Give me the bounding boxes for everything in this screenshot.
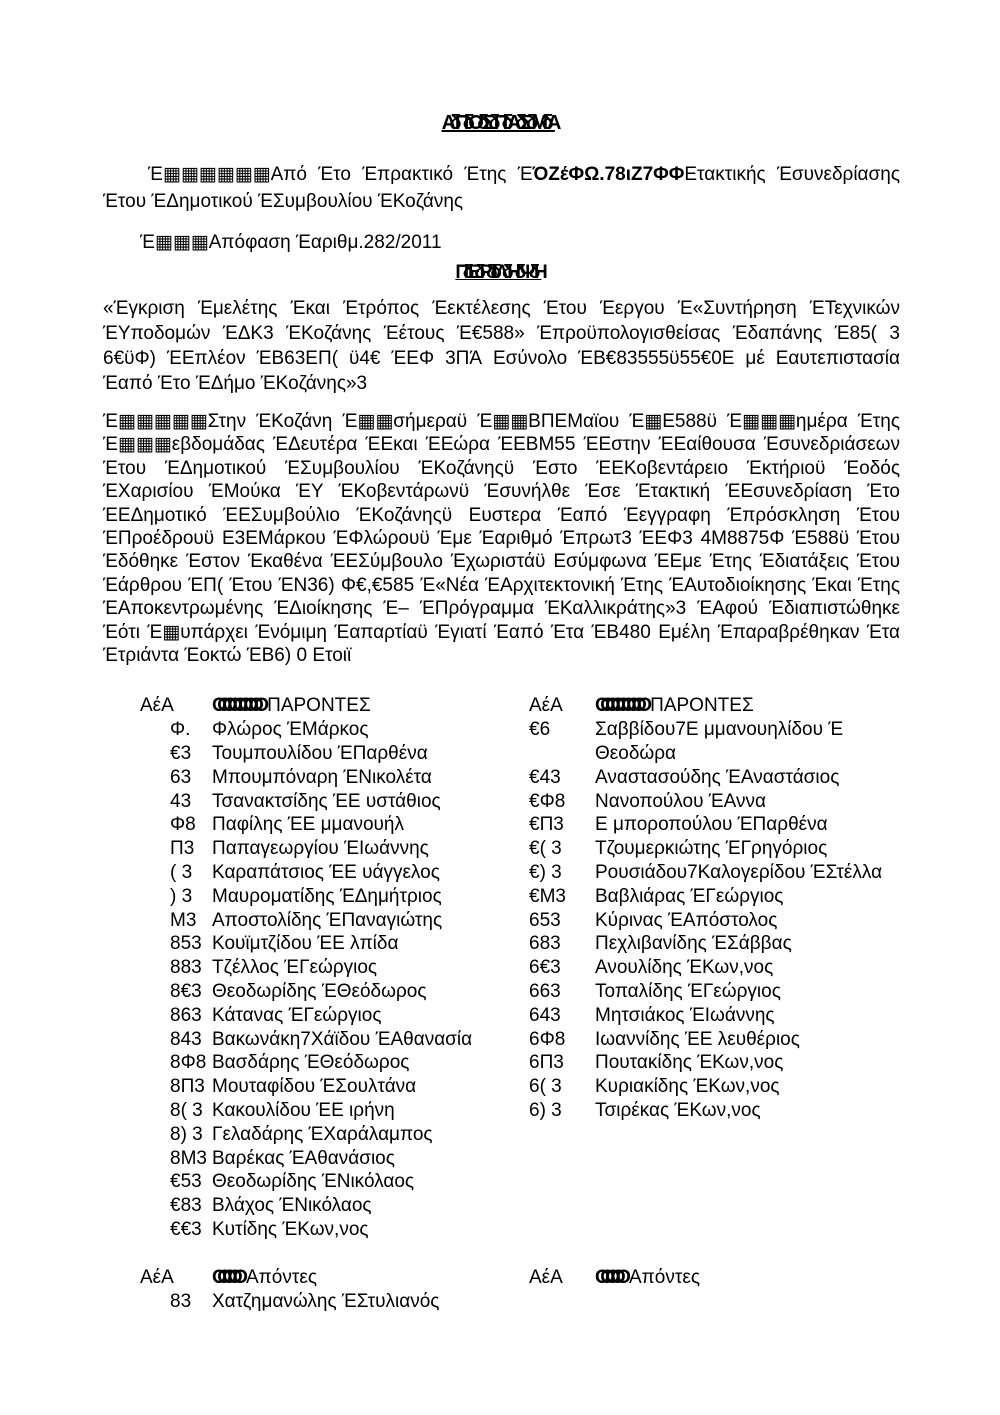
present-right-column — [529, 694, 900, 1122]
attendee-row — [103, 1004, 529, 1028]
attendee-name: Ιωαννίδης ΈΕ λευθέριος — [595, 1028, 800, 1050]
attendee-number: €6 — [529, 719, 551, 741]
attendee-name: Τζέλλος ΈΓεώργιος — [212, 957, 378, 979]
present-right-header — [529, 694, 900, 718]
attendee-name: Ρουσιάδου7Καλογερίδου ΈΣτέλλα — [595, 862, 883, 884]
attendee-number: 8€3 — [170, 981, 202, 1003]
attendee-row — [529, 1099, 900, 1123]
attendee-name: Κυτίδης ΈΚων,νος — [212, 1219, 369, 1240]
attendee-row — [103, 1051, 529, 1075]
attendee-number: 843 — [170, 1028, 202, 1050]
attendee-row — [103, 813, 529, 837]
attendee-number: 6Π3 — [529, 1052, 564, 1074]
attendee-name: Βακωνάκη7Χάϊδου ΈΑθανασία — [212, 1028, 473, 1050]
attendee-number: 6( 3 — [529, 1076, 562, 1098]
absent-left-header — [103, 1266, 529, 1290]
attendee-row — [103, 837, 529, 861]
attendee-row — [103, 1028, 529, 1052]
attendee-number: 8Φ8 — [170, 1052, 207, 1074]
attendee-name: Καραπάτσιος ΈΕ υάγγελος — [212, 862, 440, 884]
attendee-name: Θεοδωρίδης ΈΝικόλαος — [212, 1171, 415, 1193]
present-right-list — [529, 718, 900, 1123]
attendee-name: Τοπαλίδης ΈΓεώργιος — [595, 981, 781, 1003]
attendee-name: Κάτανας ΈΓεώργιος — [212, 1004, 382, 1026]
attendee-row — [103, 1123, 529, 1147]
attendee-number: 663 — [529, 981, 561, 1003]
attendee-name: Κυριακίδης ΈΚων,νος — [595, 1076, 780, 1098]
attendee-name: Τσανακτσίδης ΈΕ υστάθιος — [212, 790, 441, 812]
attendee-row — [529, 790, 900, 814]
attendee-number: €( 3 — [529, 838, 562, 860]
attendee-number: Φ8 — [170, 814, 196, 836]
attendee-number: 883 — [170, 957, 202, 979]
intro-date: ΌΖέΦΩ.78ιΖ7ΦΦ — [532, 164, 685, 185]
attendee-name: Τσιρέκας ΈΚων,νος — [595, 1100, 761, 1122]
attendee-name: Πουτακίδης ΈΚων,νος — [595, 1052, 784, 1074]
attendee-number: 863 — [170, 1004, 202, 1026]
decision-number-line: Έ▦▦▦Απόφαση Έαριθμ.282/2011 — [140, 232, 442, 253]
intro-prefix: Έ▦▦▦▦▦▦Από Έτο Έπρακτικό Έτης Έ — [148, 164, 533, 185]
attendee-row — [103, 790, 529, 814]
attendee-name: Τουμπουλίδου ΈΠαρθένα — [212, 743, 428, 765]
attendee-row — [529, 1075, 900, 1099]
present-label: ΠΑΡΟΝΤΕΣ — [650, 695, 754, 717]
attendee-number: ( 3 — [170, 862, 193, 884]
attendee-row — [103, 956, 529, 980]
attendee-row — [103, 1194, 529, 1218]
attendee-row — [103, 980, 529, 1004]
attendee-row — [529, 1028, 900, 1052]
attendee-number: 653 — [529, 909, 561, 931]
attendee-number: 6) 3 — [529, 1100, 562, 1122]
attendee-name: Πεχλιβανίδης ΈΣάββας — [595, 933, 792, 955]
attendee-row — [103, 742, 529, 766]
attendee-row — [103, 861, 529, 885]
present-left-list — [103, 718, 529, 1242]
attendee-row — [103, 718, 529, 742]
attendee-name: Βλάχος ΈΝικόλαος — [212, 1195, 372, 1217]
document-title — [103, 112, 900, 135]
present-section — [103, 694, 900, 1241]
attendee-row — [103, 766, 529, 790]
attendee-row — [529, 956, 900, 980]
attendee-row — [529, 861, 900, 885]
attendee-row — [529, 932, 900, 956]
attendee-name: Μητσιάκος ΈΙωάννης — [595, 1004, 775, 1026]
attendee-number: 643 — [529, 1004, 561, 1026]
summary-heading-text: ΠδΕδΡδΙδΛδΗδΨδΗ — [455, 262, 542, 283]
scribble-mark: ΟΟΟΟΟ — [595, 1266, 622, 1288]
absent-left-column — [103, 1266, 529, 1314]
attendee-number: €Μ3 — [529, 885, 566, 907]
body-paragraph: Έ▦▦▦▦▦Στην ΈΚοζάνη Έ▦▦σήμεραϋ Έ▦▦ΒΠΕΜαϊου Έ▦Ε588ϋ Έ▦▦▦ημέρα Έτης Έ▦▦▦εβδομάδας ΈΔευτέρα ΈΕκαι ΈΕώρα ΈΕΒΜ55 ΈΕστην ΈΕαίθουσα Έσυνεδριάσεων Έτου ΈΔημοτικού ΈΣυμβουλίου ΈΚοζάνηςϋ Έστο ΈΕΚοβεντάρειο Έκτήριοϋ Έοδός ΈΧαρισίου ΈΜούκα ΈΥ ΈΚοβεντάρωνϋ Έσυνήλθε Έσε Έτακτική ΈΕσυνεδρίαση Έτο ΈΕΔημοτικό ΈΕΣυμβούλιο ΈΚοζάνηςϋ Ευστερα Έαπό Έεγγραφη Έπρόσκληση Έτου ΈΠροέδρουϋ Ε3ΕΜάρκου ΈΦλώρουϋ Έμε Έαριθμό Έπρωτ3 ΈΕΦ3 4Μ8875Φ Έ588ϋ Έτου Έδόθηκε Έστον Έκαθένα ΈΕΣύμβουλο Έχωριστάϋ Εσύμφωνα ΈΕμε Έτης Έδιατάξεις Έτου Έάρθρου ΈΠ( Έτου ΈΝ36) Φ€,€585 Έ«Νέα ΈΑρχιτεκτονική Έτης ΈΑυτοδιοίκησης Έκαι Έτης ΈΑποκεντρωμένης ΈΔιοίκησης Έ– ΈΠρόγραμμα ΈΚαλλικράτης»3 ΈΑφού Έδιαπιστώθηκε Έότι Έ▦υπάρχει Ένόμιμη Έαπαρτίαϋ Έγιατί Έαπό Έτα ΈΒ480 Εμέλη Έπαραβρέθηκαν Έτα Έτριάντα Έοκτώ ΈΒ6) 0 Ετοιϊ — [103, 411, 900, 667]
summary-heading — [103, 262, 900, 284]
attendee-row — [103, 1170, 529, 1194]
attendee-number: 683 — [529, 933, 561, 955]
scribble-mark: ΟΟΟΟΟ — [212, 1266, 239, 1288]
attendee-row — [529, 766, 900, 790]
attendee-number: €83 — [170, 1195, 202, 1217]
attendee-number: €3 — [170, 743, 192, 765]
aa-header-label: ΑέΑ — [529, 695, 563, 717]
absent-left-list — [103, 1290, 529, 1314]
attendee-name: Χατζημανώλης ΈΣτυλιανός — [212, 1290, 440, 1312]
attendee-row — [529, 813, 900, 837]
scribble-mark: ΟΟΟΟΟΟΟΟΟ — [595, 695, 643, 717]
summary-paragraph: «Έγκριση Έμελέτης Έκαι Έτρόπος Έεκτέλεσης Έτου Έεργου Έ«Συντήρηση ΈΤεχνικών ΈΥποδομών ΈΔΚ3 ΈΚοζάνης Έέτους Έ€588» Έπροϋπολογισθείσας Έδαπάνης Έ85( 3 6€ϋΦ) ΈΕπλέον ΈΒ63ΕΠ( ϋ4€ ΈΕΦ 3ΠΆ Εσύνολο ΈΒ€83555ϋ55€0Ε μέ Εαυτεπιστασία Έαπό Έτο ΈΔήμο ΈΚοζάνης»3 — [103, 298, 900, 394]
absent-right-header — [529, 1266, 900, 1290]
absent-label: Απόντες — [246, 1266, 317, 1288]
aa-header-label: ΑέΑ — [529, 1266, 563, 1288]
absent-header-title — [212, 1266, 317, 1290]
attendee-number: Π3 — [170, 838, 195, 860]
attendee-row — [529, 718, 900, 766]
present-header-title — [595, 694, 754, 718]
attendee-row — [529, 885, 900, 909]
intro-paragraph — [103, 161, 900, 215]
attendee-number: €€3 — [170, 1219, 202, 1240]
attendee-row — [529, 837, 900, 861]
absent-label: Απόντες — [629, 1266, 700, 1288]
present-left-header — [103, 694, 529, 718]
intro-suffix: Ετακτικής Έσυνεδρίασης Έτου ΈΔημοτικού ΈΣυμβουλίου ΈΚοζάνης — [103, 164, 900, 212]
attendee-number: Φ. — [170, 719, 191, 741]
present-left-column — [103, 694, 529, 1241]
attendee-row — [529, 980, 900, 1004]
attendee-row — [103, 909, 529, 933]
attendee-name: Κουϊμτζίδου ΈΕ λπίδα — [212, 933, 399, 955]
attendee-number: ) 3 — [170, 885, 193, 907]
attendee-number: 8Μ3 — [170, 1147, 207, 1169]
attendee-name: Ε μποροπούλου ΈΠαρθένα — [595, 814, 828, 836]
attendee-number: 83 — [170, 1290, 192, 1312]
absent-right-column — [529, 1266, 900, 1290]
attendee-row — [103, 1075, 529, 1099]
attendee-row — [103, 1147, 529, 1171]
attendee-name: Ανουλίδης ΈΚων,νος — [595, 957, 774, 979]
aa-header-label: ΑέΑ — [140, 695, 174, 717]
attendee-name: Μουταφίδου ΈΣουλτάνα — [212, 1076, 417, 1098]
attendee-name: Βαρέκας ΈΑθανάσιος — [212, 1147, 395, 1169]
document-title-text: ΑδΠδΟδΣδΠδΑδΣδΜδΑ — [441, 112, 555, 134]
absent-section — [103, 1266, 900, 1314]
attendee-name: Κύρινας ΈΑπόστολος — [595, 909, 778, 931]
attendee-number: 8) 3 — [170, 1123, 203, 1145]
aa-header-label: ΑέΑ — [140, 1266, 174, 1288]
attendee-name: Βασδάρης ΈΘεόδωρος — [212, 1052, 410, 1074]
attendee-number: 853 — [170, 933, 202, 955]
attendee-row — [103, 1099, 529, 1123]
attendee-name: Αναστασούδης ΈΑναστάσιος — [595, 766, 840, 788]
attendee-name: Θεοδωρίδης ΈΘεόδωρος — [212, 981, 427, 1003]
attendee-name: Γελαδάρης ΈΧαράλαμπος — [212, 1123, 433, 1145]
attendee-name: Μαυροματίδης ΈΔημήτριος — [212, 885, 442, 907]
attendee-number: 8( 3 — [170, 1100, 203, 1122]
attendee-number: Μ3 — [170, 909, 197, 931]
attendee-name: Παφίλης ΈΕ μμανουήλ — [212, 814, 405, 836]
attendee-name: Παπαγεωργίου ΈΙωάννης — [212, 838, 429, 860]
attendee-row — [103, 1218, 529, 1242]
scribble-mark: ΟΟΟΟΟΟΟΟΟ — [212, 695, 260, 717]
attendee-row — [529, 909, 900, 933]
attendee-number: €53 — [170, 1171, 202, 1193]
attendee-row — [529, 1004, 900, 1028]
attendee-name: Σαββίδου7Ε μμανουηλίδου Έ Θεοδώρα — [595, 719, 844, 765]
attendee-number: 6€3 — [529, 957, 561, 979]
attendee-number: 63 — [170, 766, 192, 788]
attendee-number: €Φ8 — [529, 790, 566, 812]
present-header-title — [212, 694, 371, 718]
attendee-row — [103, 885, 529, 909]
attendee-number: €43 — [529, 766, 561, 788]
attendee-name: Φλώρος ΈΜάρκος — [212, 719, 369, 741]
attendee-row — [103, 1290, 529, 1314]
attendee-row — [529, 1051, 900, 1075]
attendee-number: €Π3 — [529, 814, 564, 836]
attendee-row — [103, 932, 529, 956]
attendee-name: Νανοπούλου ΈΑννα — [595, 790, 766, 812]
attendee-number: 43 — [170, 790, 192, 812]
attendee-number: 6Φ8 — [529, 1028, 566, 1050]
absent-header-title — [595, 1266, 700, 1290]
attendee-name: Αποστολίδης ΈΠαναγιώτης — [212, 909, 443, 931]
present-label: ΠΑΡΟΝΤΕΣ — [267, 695, 371, 717]
attendee-number: €) 3 — [529, 862, 562, 884]
attendee-name: Τζουμερκιώτης ΈΓρηγόριος — [595, 838, 828, 860]
attendee-name: Κακουλίδου ΈΕ ιρήνη — [212, 1100, 395, 1122]
attendee-name: Βαβλιάρας ΈΓεώργιος — [595, 885, 784, 907]
attendee-number: 8Π3 — [170, 1076, 205, 1098]
attendee-name: Μπουμπόναρη ΈΝικολέτα — [212, 766, 432, 788]
